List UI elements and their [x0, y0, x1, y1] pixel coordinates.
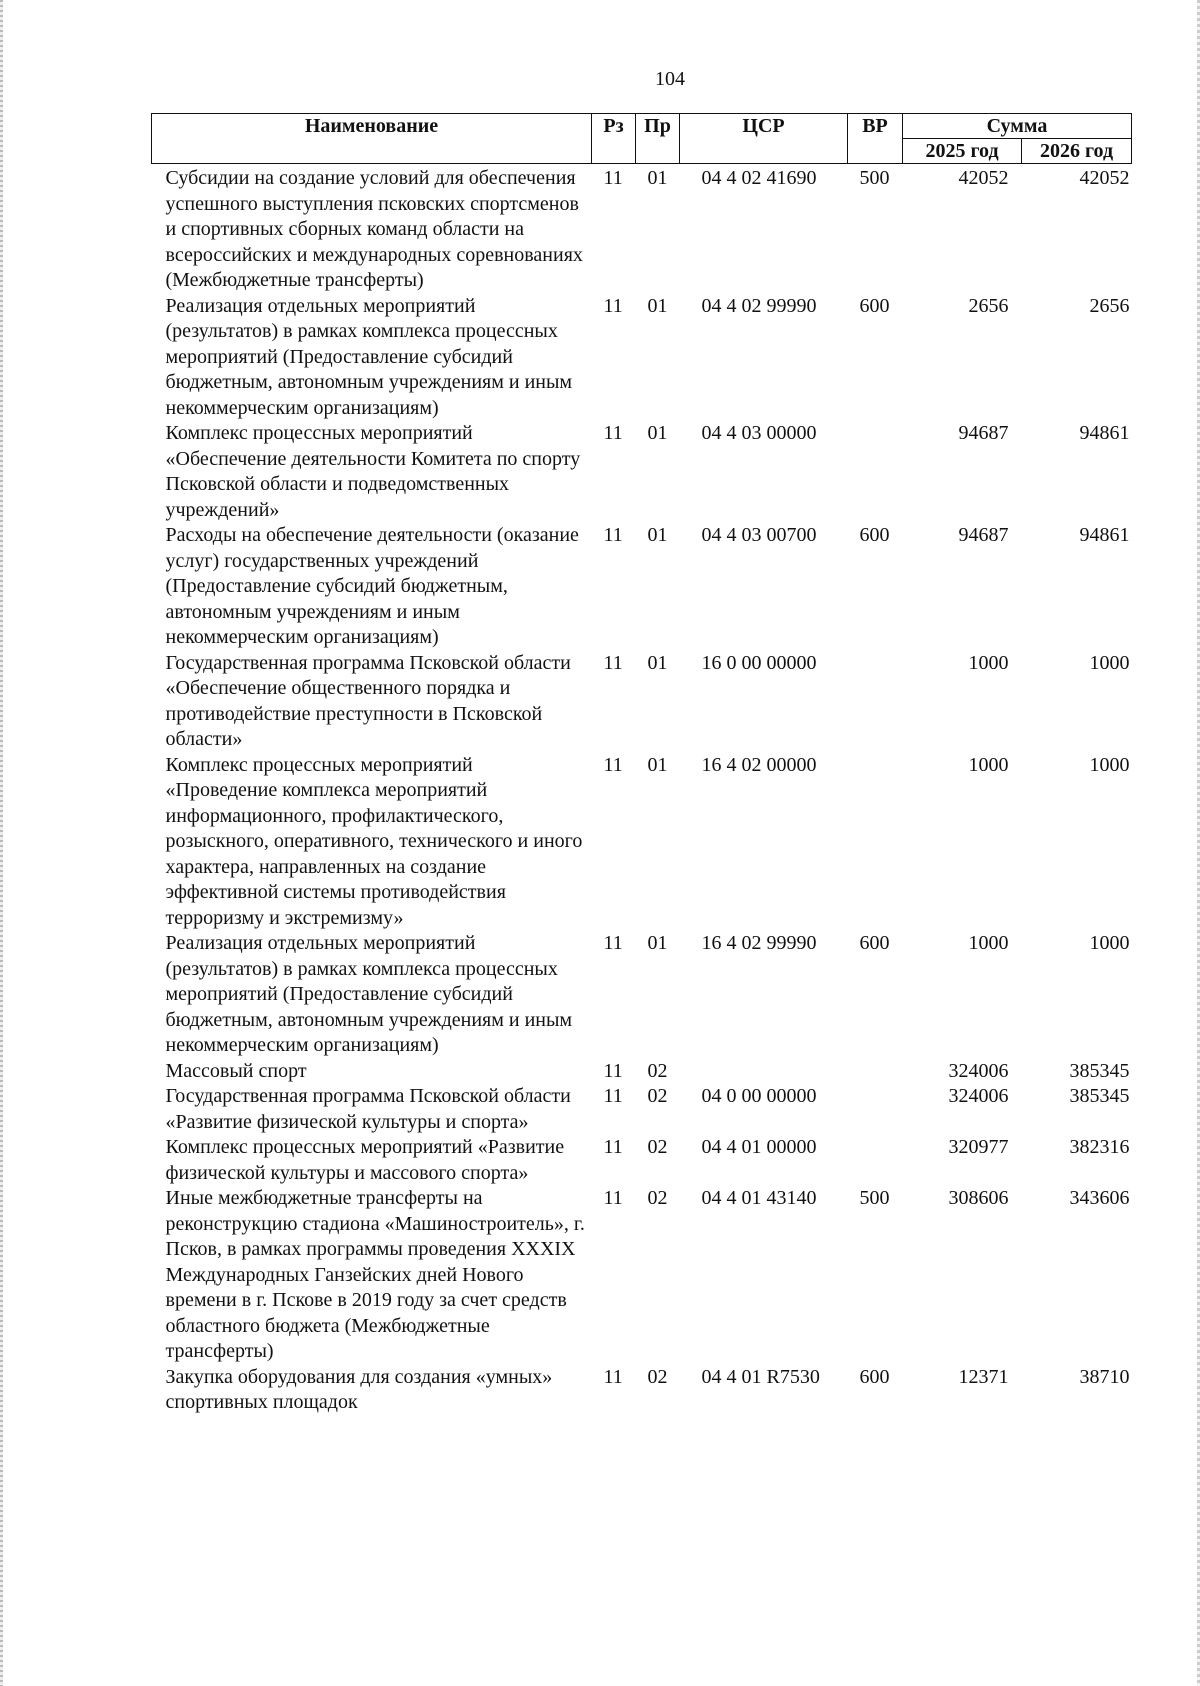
- cell-sum-2026: 385345: [1069, 1085, 1130, 1107]
- header-csr: ЦСР: [680, 114, 848, 164]
- cell-vr: [848, 421, 903, 523]
- cell-pr: 02: [647, 1187, 668, 1209]
- cell-sum-2025: 94687: [958, 524, 1009, 546]
- cell-sum-2026: 1000: [1089, 932, 1130, 954]
- cell-vr: [848, 1059, 903, 1085]
- header-rz: Рз: [592, 114, 636, 164]
- cell-vr: 600: [859, 1365, 890, 1388]
- cell-pr: 01: [647, 167, 668, 189]
- cell-rz: 11: [603, 422, 623, 444]
- header-sum: Сумма: [903, 114, 1132, 139]
- cell-pr: 01: [647, 294, 668, 317]
- cell-sum-2025: 1000: [968, 932, 1009, 954]
- cell-csr: 16 4 02 00000: [701, 753, 817, 776]
- cell-rz: 11: [603, 1187, 623, 1209]
- table-row: [152, 294, 1132, 422]
- cell-sum-2025: 94687: [958, 422, 1009, 444]
- cell-sum-2025: 12371: [958, 1365, 1009, 1388]
- cell-name: Реализация отдельных мероприятий (результатов) в рамках комплекса процессных мероприятий (Предоставление субсидий бюджетным, автономным учреждениям и иным некоммерческим организациям): [165, 932, 573, 1056]
- cell-sum-2025: 1000: [968, 753, 1009, 776]
- table-row: [152, 753, 1132, 932]
- header-pr: Пр: [636, 114, 680, 164]
- header-vr: ВР: [848, 114, 903, 164]
- cell-rz: 11: [603, 932, 623, 954]
- cell-csr: 04 4 03 00000: [701, 422, 817, 444]
- cell-sum-2025: 320977: [948, 1136, 1009, 1158]
- header-name: Наименование: [152, 114, 592, 164]
- cell-sum-2026: 38710: [1079, 1365, 1130, 1388]
- cell-sum-2026: 1000: [1089, 651, 1130, 674]
- cell-name: Субсидии на создание условий для обеспечения успешного выступления псковских спортсменов и спортивных сборных команд области на всероссийских и международных соревнованиях (Межбюджетные трансферты): [165, 167, 583, 291]
- cell-rz: 11: [603, 1085, 623, 1107]
- cell-rz: 11: [603, 524, 623, 546]
- cell-sum-2026: 343606: [1069, 1187, 1130, 1209]
- table-header: [152, 114, 1132, 164]
- cell-name: Государственная программа Псковской области «Развитие физической культуры и спорта»: [165, 1085, 571, 1133]
- cell-vr: 600: [859, 294, 890, 317]
- table-row: [152, 1084, 1132, 1135]
- cell-pr: 01: [647, 753, 668, 776]
- cell-name: Массовый спорт: [165, 1059, 307, 1082]
- cell-name: Комплекс процессных мероприятий «Проведение комплекса мероприятий информационного, профилактического, розыскного, оперативного, технического и иного характера, направленных на создание эффективной системы противодействия терроризму и экстремизму»: [165, 753, 583, 929]
- table-row: [152, 1186, 1132, 1365]
- cell-csr: 04 4 03 00700: [701, 524, 817, 546]
- table-row: [152, 523, 1132, 651]
- table-body: [152, 164, 1132, 1416]
- cell-rz: 11: [603, 1365, 623, 1388]
- cell-vr: 600: [859, 524, 890, 546]
- cell-sum-2025: 308606: [948, 1187, 1009, 1209]
- cell-rz: 11: [603, 167, 623, 189]
- budget-table: [151, 113, 1132, 1416]
- table-row: [152, 931, 1132, 1059]
- cell-csr: 04 4 01 R7530: [701, 1365, 820, 1388]
- table-row: [152, 421, 1132, 523]
- cell-name: Государственная программа Псковской области «Обеспечение общественного порядка и противодействие преступности в Псковской области»: [165, 651, 571, 750]
- cell-name: Иные межбюджетные трансферты на реконструкцию стадиона «Машиностроитель», г. Псков, в рамках программы проведения XXXIX Международных Ганзейских дней Нового времени в г. Пскове в 2019 году за счет средств областного бюджета (Межбюджетные трансферты): [165, 1187, 585, 1362]
- cell-name: Закупка оборудования для создания «умных» спортивных площадок: [165, 1365, 553, 1413]
- cell-sum-2026: 94861: [1079, 524, 1130, 546]
- table-row: [152, 1059, 1132, 1085]
- table-row: [152, 1365, 1132, 1416]
- cell-name: Реализация отдельных мероприятий (результатов) в рамках комплекса процессных мероприятий (Предоставление субсидий бюджетным, автономным учреждениям и иным некоммерческим организациям): [165, 294, 573, 419]
- scan-edge-left: [0, 0, 3, 1686]
- cell-csr: 04 0 00 00000: [701, 1085, 817, 1107]
- cell-rz: 11: [603, 294, 623, 317]
- cell-sum-2026: 2656: [1089, 294, 1130, 317]
- cell-vr: 500: [859, 167, 890, 189]
- cell-csr: 16 4 02 99990: [701, 932, 817, 954]
- cell-name: Комплекс процессных мероприятий «Обеспечение деятельности Комитета по спорту Псковской области и подведомственных учреждений»: [165, 422, 581, 521]
- table-row: [152, 1135, 1132, 1186]
- cell-sum-2026: 94861: [1079, 422, 1130, 444]
- cell-sum-2026: 385345: [1069, 1059, 1130, 1082]
- cell-csr: 04 4 02 99990: [701, 294, 817, 317]
- page-number: 104: [655, 68, 685, 90]
- cell-sum-2025: 324006: [948, 1085, 1009, 1107]
- cell-csr: 04 4 01 43140: [701, 1187, 817, 1209]
- header-year-2025: 2025 год: [903, 139, 1022, 164]
- cell-csr: [680, 1059, 848, 1085]
- cell-sum-2026: 1000: [1089, 753, 1130, 776]
- cell-vr: [848, 753, 903, 932]
- cell-pr: 02: [647, 1365, 668, 1388]
- cell-vr: [848, 651, 903, 753]
- cell-pr: 01: [647, 651, 668, 674]
- cell-rz: 11: [603, 1136, 623, 1158]
- cell-csr: 04 4 02 41690: [701, 167, 817, 189]
- cell-csr: 16 0 00 00000: [701, 651, 817, 674]
- cell-sum-2025: 2656: [968, 294, 1009, 317]
- cell-vr: 500: [859, 1187, 890, 1209]
- cell-sum-2026: 382316: [1069, 1136, 1130, 1158]
- cell-sum-2026: 42052: [1079, 167, 1130, 189]
- cell-csr: 04 4 01 00000: [701, 1136, 817, 1158]
- cell-pr: 01: [647, 524, 668, 546]
- cell-rz: 11: [603, 753, 623, 776]
- cell-pr: 01: [647, 932, 668, 954]
- cell-pr: 02: [647, 1136, 668, 1158]
- cell-rz: 11: [603, 651, 623, 674]
- cell-sum-2025: 324006: [948, 1059, 1009, 1082]
- cell-sum-2025: 42052: [958, 167, 1009, 189]
- table-row: [152, 651, 1132, 753]
- cell-rz: 11: [603, 1059, 623, 1082]
- cell-pr: 02: [647, 1059, 668, 1082]
- cell-vr: 600: [859, 932, 890, 954]
- cell-vr: [848, 1135, 903, 1186]
- table-row: [152, 164, 1132, 294]
- cell-vr: [848, 1084, 903, 1135]
- cell-name: Комплекс процессных мероприятий «Развитие физической культуры и массового спорта»: [165, 1136, 565, 1184]
- cell-pr: 02: [647, 1085, 668, 1107]
- cell-pr: 01: [647, 422, 668, 444]
- cell-sum-2025: 1000: [968, 651, 1009, 674]
- cell-name: Расходы на обеспечение деятельности (оказание услуг) государственных учреждений (Предоставление субсидий бюджетным, автономным учреждениям и иным некоммерческим организациям): [165, 524, 579, 648]
- header-year-2026: 2026 год: [1022, 139, 1132, 164]
